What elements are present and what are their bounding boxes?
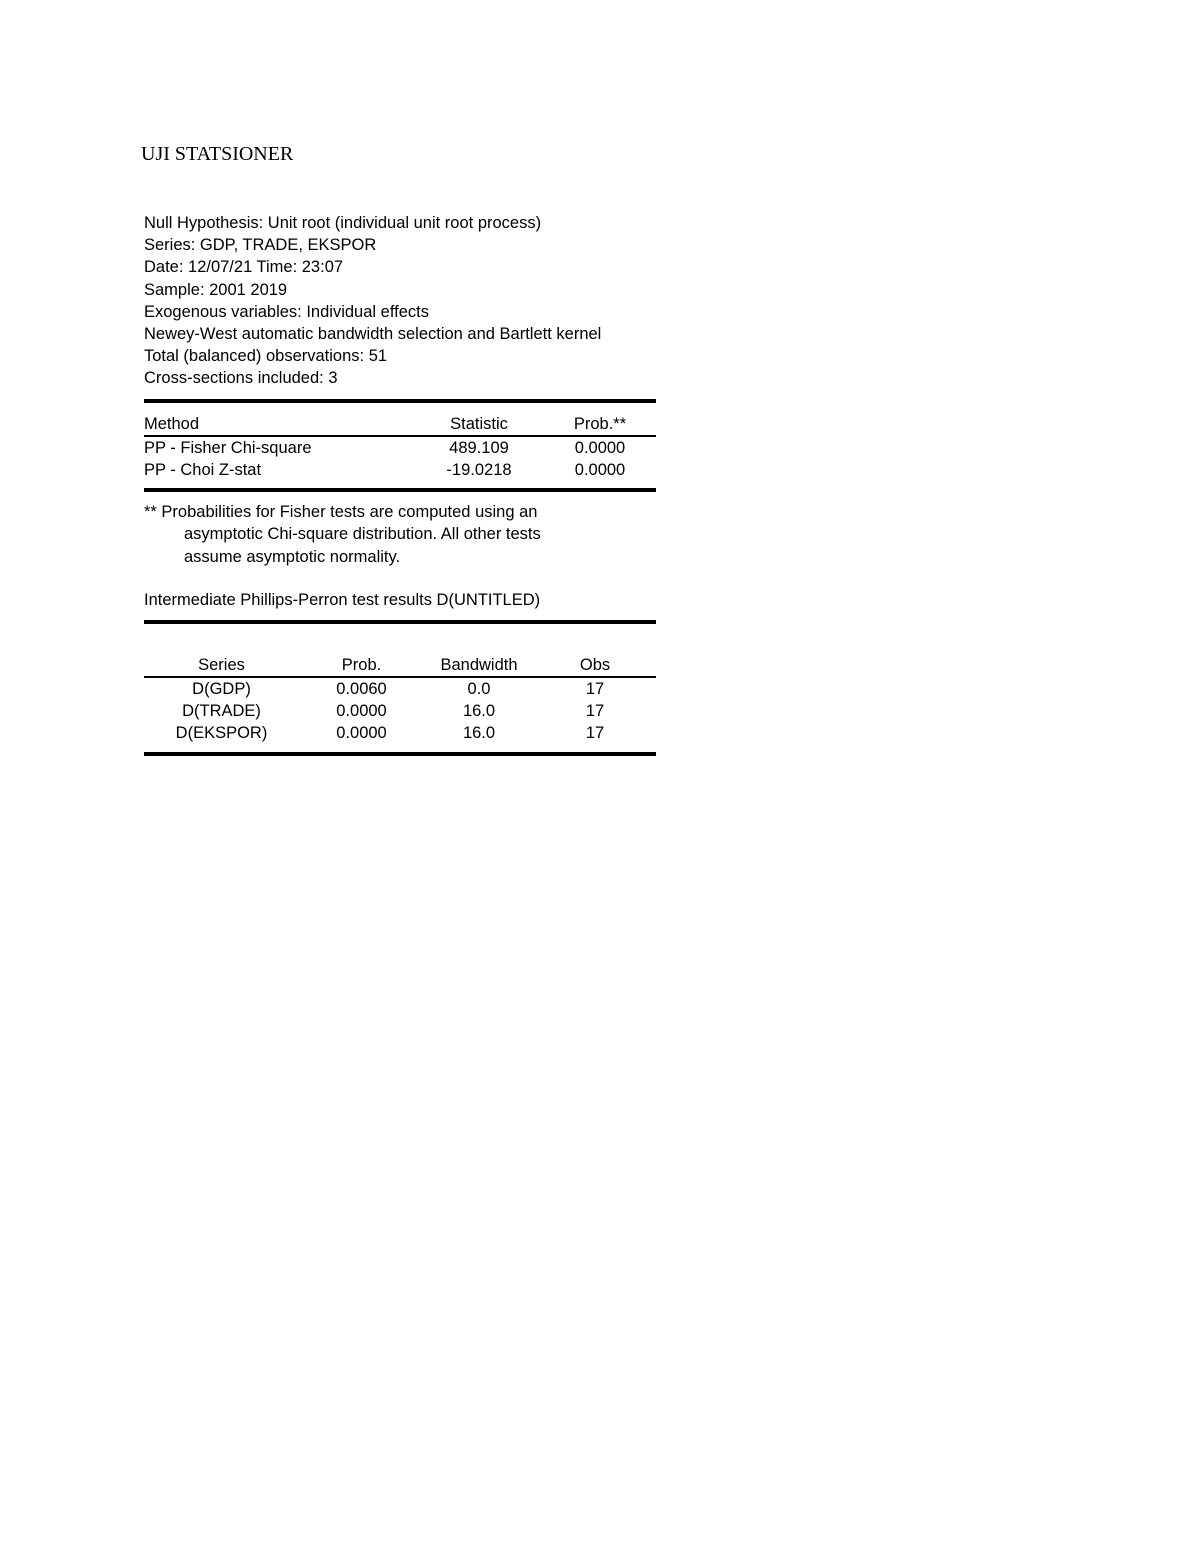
statistic-cell: -19.0218 xyxy=(446,460,512,479)
note-line: asymptotic Chi-square distribution. All other tests xyxy=(184,525,541,543)
method-cell: PP - Choi Z-stat xyxy=(144,460,262,479)
obs-cell: 17 xyxy=(585,723,605,742)
column-header-method: Method xyxy=(144,414,200,433)
column-header-obs: Obs xyxy=(579,655,611,674)
obs-cell: 17 xyxy=(585,701,605,720)
null-hypothesis-line: Null Hypothesis: Unit root (individual unit root process) xyxy=(144,214,542,232)
table-bottom-rule xyxy=(144,488,656,492)
page-heading: UJI STATSIONER xyxy=(141,143,294,165)
statistic-cell: 489.109 xyxy=(449,438,509,457)
cross-sections-line: Cross-sections included: 3 xyxy=(144,369,338,388)
test-results-table xyxy=(144,413,656,481)
obs-cell: 17 xyxy=(585,679,605,698)
table-header-row xyxy=(144,654,656,676)
test-header xyxy=(144,212,656,390)
intermediate-top-rule xyxy=(144,620,656,624)
observations-line: Total (balanced) observations: 51 xyxy=(144,347,388,366)
table-header-row xyxy=(144,413,656,435)
table-row xyxy=(144,459,656,481)
sample-line: Sample: 2001 2019 xyxy=(144,280,288,299)
column-header-series: Series xyxy=(198,655,245,674)
bandwidth-cell: 16.0 xyxy=(462,701,496,720)
note-line: assume asymptotic normality. xyxy=(184,547,401,566)
series-line: Series: GDP, TRADE, EKSPOR xyxy=(144,236,377,255)
series-cell: D(TRADE) xyxy=(182,701,261,720)
table-row xyxy=(144,700,656,722)
intermediate-results-table xyxy=(144,654,656,744)
unit-root-test-output xyxy=(144,212,656,756)
intermediate-results-title: Intermediate Phillips-Perron test results D(UNTITLED) xyxy=(144,591,541,609)
table-row xyxy=(144,678,656,700)
table-top-rule xyxy=(144,399,656,403)
prob-cell: 0.0000 xyxy=(574,438,626,457)
prob-cell: 0.0000 xyxy=(336,723,387,742)
method-cell: PP - Fisher Chi-square xyxy=(144,438,312,457)
table-row xyxy=(144,722,656,744)
prob-cell: 0.0000 xyxy=(336,701,387,720)
bandwidth-cell: 0.0 xyxy=(467,679,491,698)
column-header-prob: Prob.** xyxy=(573,414,627,433)
series-cell: D(EKSPOR) xyxy=(175,723,268,742)
column-header-statistic: Statistic xyxy=(450,414,508,433)
note-line: ** Probabilities for Fisher tests are computed using an xyxy=(144,502,538,521)
series-cell: D(GDP) xyxy=(192,679,251,698)
column-header-prob: Prob. xyxy=(341,655,382,674)
bandwidth-cell: 16.0 xyxy=(462,723,496,742)
probability-note xyxy=(144,501,656,569)
prob-cell: 0.0000 xyxy=(574,460,626,479)
table-row xyxy=(144,437,656,459)
column-header-bandwidth: Bandwidth xyxy=(440,655,518,674)
prob-cell: 0.0060 xyxy=(336,679,387,698)
bandwidth-selection-line: Newey-West automatic bandwidth selection and Bartlett kernel xyxy=(144,324,602,343)
exogenous-variables-line: Exogenous variables: Individual effects xyxy=(144,302,429,321)
date-time-line: Date: 12/07/21 Time: 23:07 xyxy=(144,258,344,277)
intermediate-bottom-rule xyxy=(144,752,656,756)
